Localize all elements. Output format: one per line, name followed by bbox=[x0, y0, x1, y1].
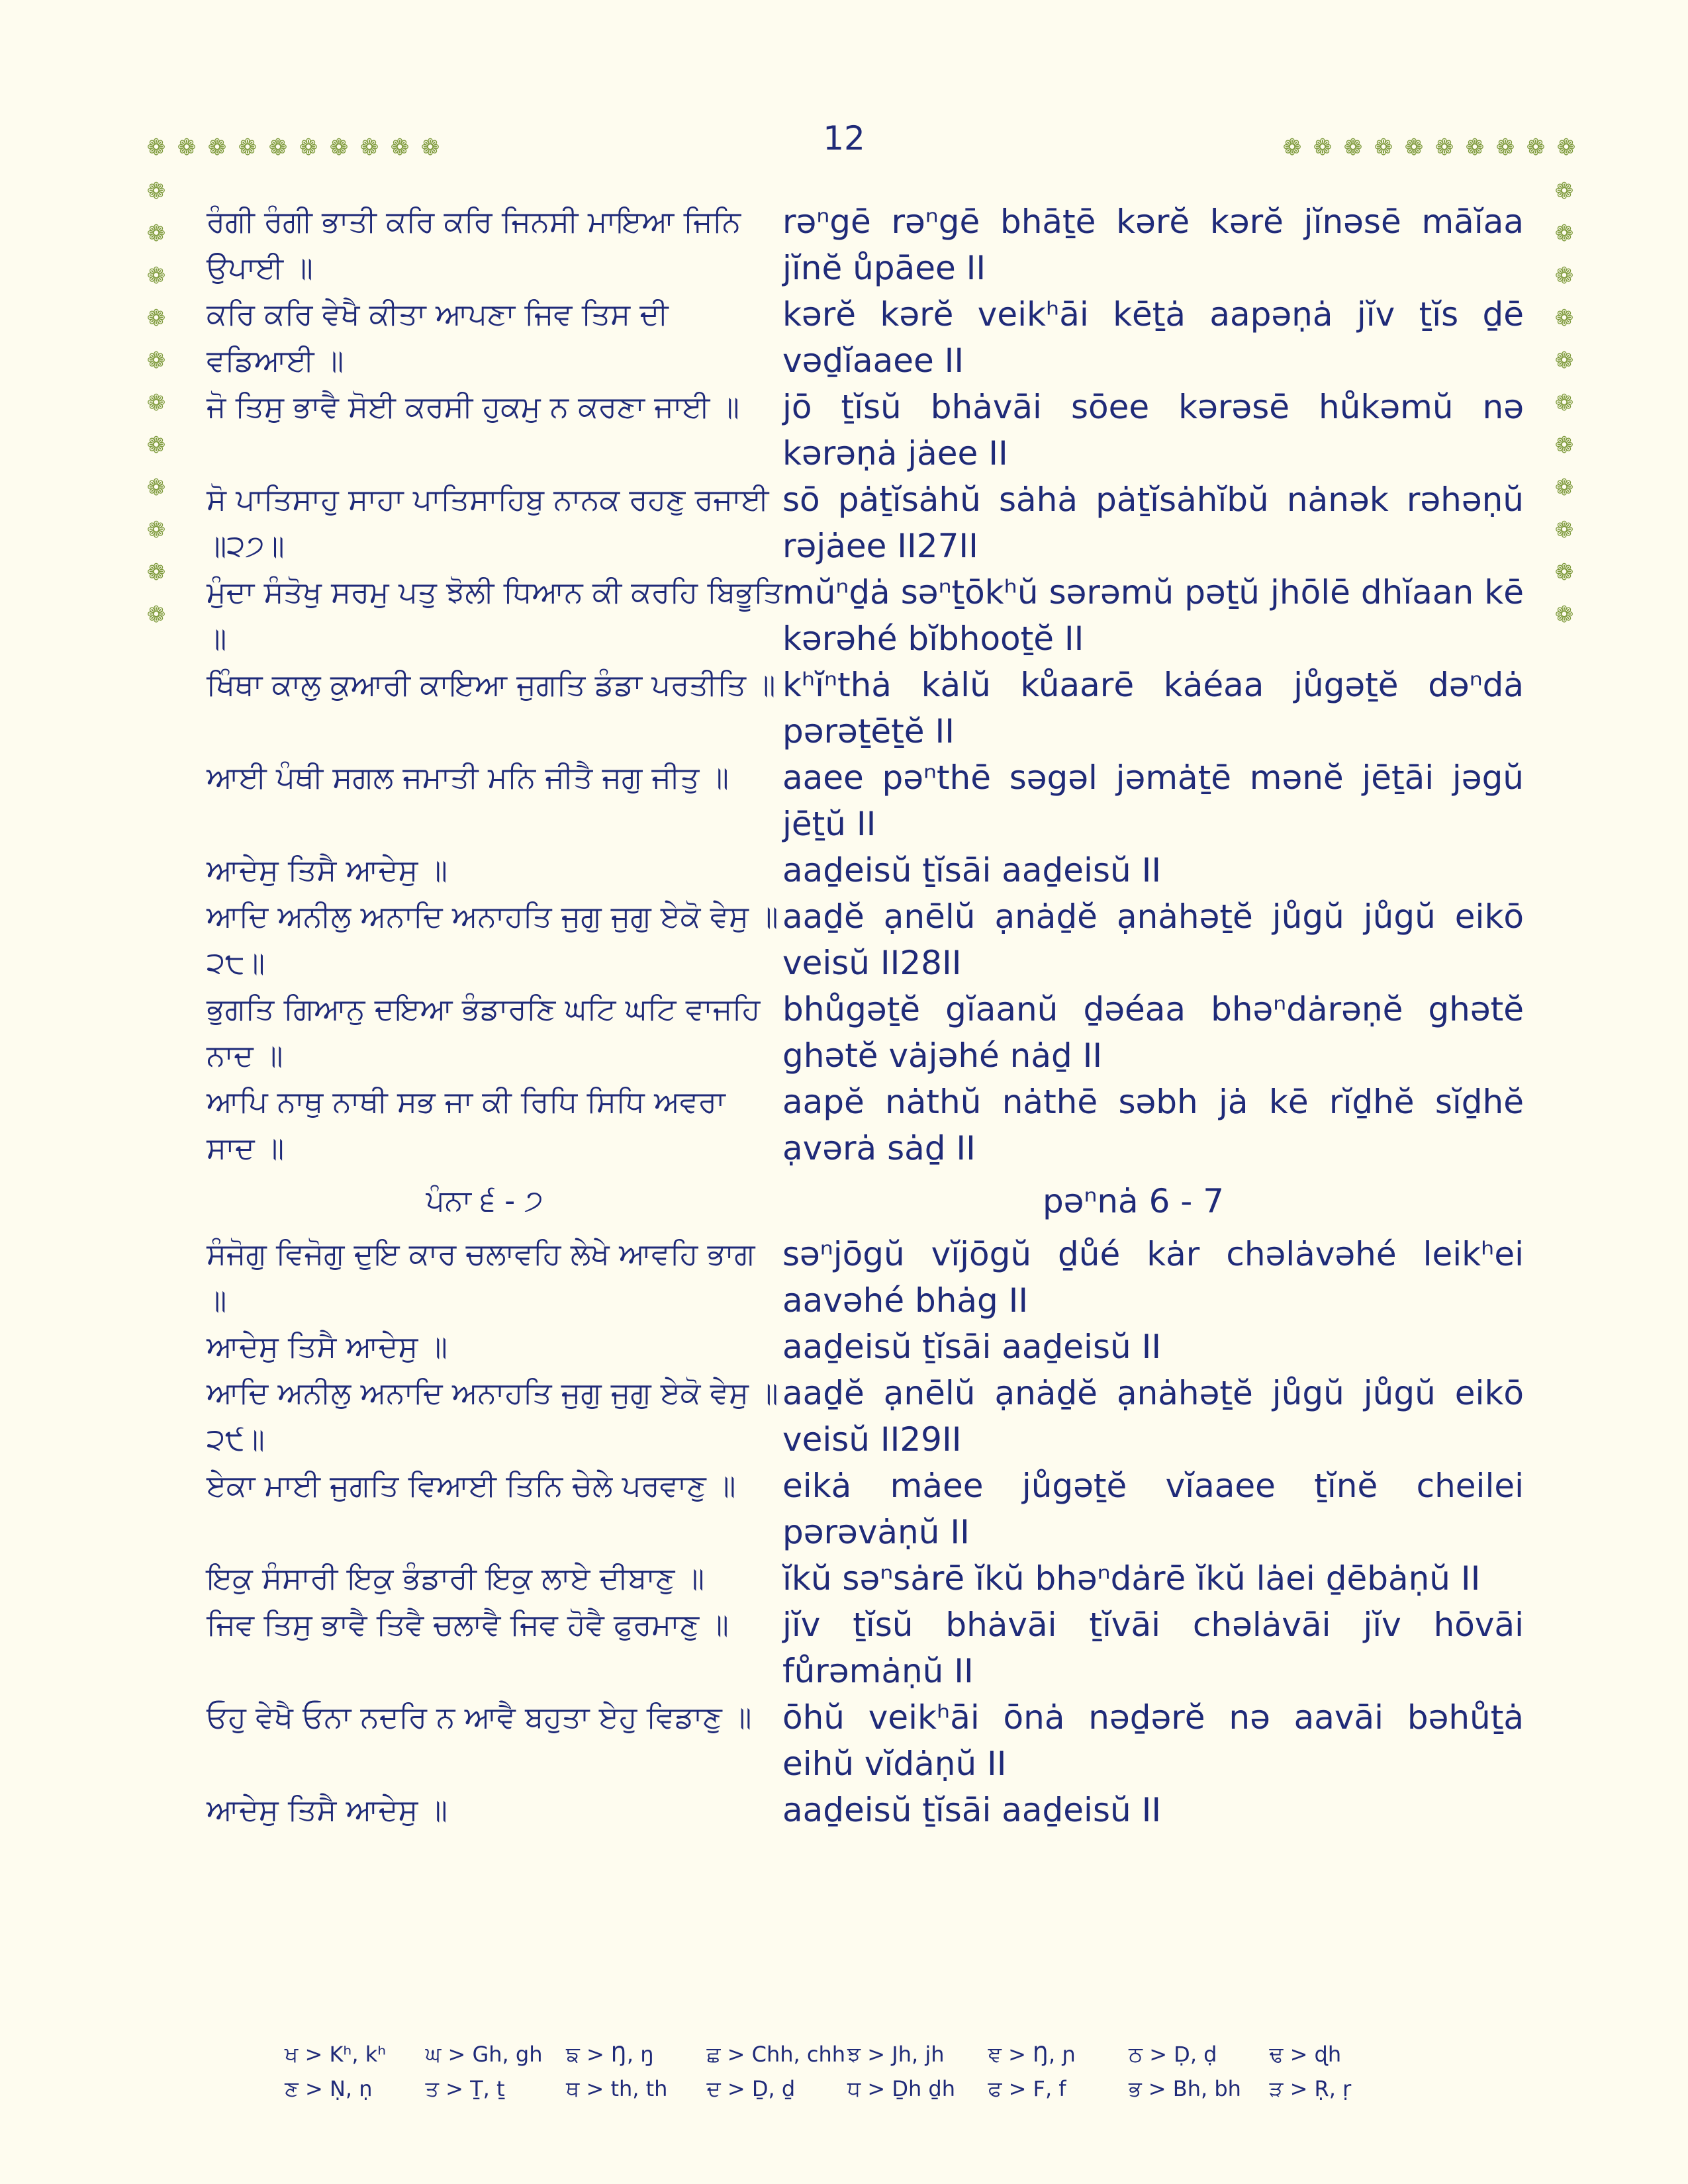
verse-row bbox=[207, 754, 1524, 847]
verse-row bbox=[207, 1079, 1524, 1171]
flower-icon: ❁ bbox=[1554, 220, 1574, 247]
key-item: ਛ > Chh, chh bbox=[706, 2041, 846, 2067]
key-item: ਣ > Ṇ, ṇ bbox=[285, 2075, 373, 2101]
flower-icon: ❁ bbox=[1556, 134, 1576, 161]
gurmukhi-text: ਮੁੰਦਾ ਸੰਤੋਖੁ ਸਰਮੁ ਪਤੁ ਝੋਲੀ ਧਿਆਨ ਕੀ ਕਰਹਿ ਬਿਭੂਤਿ ॥ bbox=[207, 574, 782, 656]
flower-border-top-left bbox=[146, 136, 441, 159]
transliteration-text: aaḏeisŭ ṯĭsāi aaḏeisŭ II bbox=[782, 1328, 1162, 1366]
key-item: ਘ > Gh, gh bbox=[425, 2041, 543, 2067]
transliteration-text: aaḏeisŭ ṯĭsāi aaḏeisŭ II bbox=[782, 1791, 1162, 1829]
verse-row bbox=[207, 1694, 1524, 1787]
verse-row bbox=[207, 662, 1524, 754]
flower-icon: ❁ bbox=[146, 134, 166, 161]
transliteration-text: rəⁿgē rəⁿgē bhāṯē kərĕ kərĕ jĭnəsē māĭaa jĭnĕ ůpāee II bbox=[782, 203, 1524, 287]
gurmukhi-text: ਆਦੇਸੁ ਤਿਸੈ ਆਦੇਸੁ ॥ bbox=[207, 852, 447, 887]
flower-border-top-right bbox=[1282, 136, 1577, 159]
flower-icon: ❁ bbox=[1554, 602, 1574, 628]
verse-row bbox=[207, 384, 1524, 477]
flower-icon: ❁ bbox=[1554, 517, 1574, 543]
flower-border-right bbox=[1554, 180, 1575, 626]
gurmukhi-text: ਇਕੁ ਸੰਸਾਰੀ ਇਕੁ ਭੰਡਾਰੀ ਇਕੁ ਲਾਏ ਦੀਬਾਣੁ ॥ bbox=[207, 1561, 705, 1596]
flower-icon: ❁ bbox=[1374, 134, 1393, 161]
flower-icon: ❁ bbox=[359, 134, 379, 161]
gurmukhi-text: ਕਰਿ ਕਰਿ ਵੇਖੈ ਕੀਤਾ ਆਪਣਾ ਜਿਵ ਤਿਸ ਦੀ ਵਡਿਆਈ ॥ bbox=[207, 296, 669, 378]
verse-row bbox=[207, 847, 1524, 893]
page-heading-translit: pəⁿnȧ 6 - 7 bbox=[1042, 1182, 1225, 1220]
transliteration-text: jō ṯĭsŭ bhȧvāi sōee kərəsē hůkəmŭ nə kərəṇȧ jȧee II bbox=[782, 388, 1524, 473]
verse-row bbox=[207, 199, 1524, 291]
flower-icon: ❁ bbox=[238, 134, 258, 161]
gurmukhi-text: ਆਪਿ ਨਾਥੁ ਨਾਥੀ ਸਭ ਜਾ ਕੀ ਰਿਧਿ ਸਿਧਿ ਅਵਰਾ ਸਾਦ ॥ bbox=[207, 1084, 726, 1165]
flower-icon: ❁ bbox=[146, 347, 166, 374]
gurmukhi-text: ਜੋ ਤਿਸੁ ਭਾਵੈ ਸੋਈ ਕਰਸੀ ਹੁਕਮੁ ਨ ਕਰਣਾ ਜਾਈ ॥ bbox=[207, 389, 739, 424]
flower-icon: ❁ bbox=[329, 134, 349, 161]
verse-row bbox=[207, 1602, 1524, 1694]
flower-icon: ❁ bbox=[146, 602, 166, 628]
transliteration-text: sō pȧṯĭsȧhŭ sȧhȧ pȧṯĭsȧhĭbŭ nȧnək rəhəṇŭ rəjȧee II27II bbox=[782, 480, 1524, 565]
flower-icon: ❁ bbox=[268, 134, 288, 161]
flower-icon: ❁ bbox=[1526, 134, 1546, 161]
verse-table bbox=[207, 199, 1524, 1833]
flower-icon: ❁ bbox=[1554, 305, 1574, 332]
gurmukhi-text: ਭੁਗਤਿ ਗਿਆਨੁ ਦਇਆ ਭੰਡਾਰਣਿ ਘਟਿ ਘਟਿ ਵਾਜਹਿ ਨਾਦ ॥ bbox=[207, 991, 761, 1073]
flower-icon: ❁ bbox=[146, 305, 166, 332]
gurmukhi-text: ਏਕਾ ਮਾਈ ਜੁਗਤਿ ਵਿਆਈ ਤਿਨਿ ਚੇਲੇ ਪਰਵਾਣੁ ॥ bbox=[207, 1468, 736, 1503]
key-item: ਧ > Ḏh ḏh bbox=[847, 2075, 956, 2101]
key-item: ਦ > Ḏ, ḏ bbox=[706, 2075, 796, 2101]
flower-icon: ❁ bbox=[1495, 134, 1515, 161]
key-item: ਭ > Bh, bh bbox=[1129, 2075, 1241, 2101]
flower-icon: ❁ bbox=[1554, 263, 1574, 289]
flower-icon: ❁ bbox=[299, 134, 318, 161]
transliteration-text: bhůgəṯĕ gĭaanŭ ḏəéaa bhəⁿdȧrəṇĕ ghətĕ ghətĕ vȧjəhé nȧḏ II bbox=[782, 990, 1524, 1075]
verse-row bbox=[207, 291, 1524, 384]
flower-icon: ❁ bbox=[1554, 178, 1574, 205]
gurmukhi-text: ਸੋ ਪਾਤਿਸਾਹੁ ਸਾਹਾ ਪਾਤਿਸਾਹਿਬੁ ਨਾਨਕ ਰਹਣੁ ਰਜਾਈ ॥੨੭॥ bbox=[207, 482, 769, 563]
flower-icon: ❁ bbox=[207, 134, 227, 161]
transliteration-text: ōhŭ veikʰāi ōnȧ nəḏərĕ nə aavāi bəhůṯȧ eihŭ vĭdȧṇŭ II bbox=[782, 1698, 1524, 1783]
gurmukhi-text: ਜਿਵ ਤਿਸੁ ਭਾਵੈ ਤਿਵੈ ਚਲਾਵੈ ਜਿਵ ਹੋਵੈ ਫੁਰਮਾਣੁ ॥ bbox=[207, 1607, 729, 1642]
gurmukhi-text: ਖਿੰਥਾ ਕਾਲੁ ਕੁਆਰੀ ਕਾਇਆ ਜੁਗਤਿ ਡੰਡਾ ਪਰਤੀਤਿ ॥ bbox=[207, 667, 776, 702]
key-item: ਠ > Ḍ, ḍ bbox=[1129, 2041, 1217, 2067]
gurmukhi-text: ਸੰਜੋਗੁ ਵਿਜੋਗੁ ਦੁਇ ਕਾਰ ਚਲਾਵਹਿ ਲੇਖੇ ਆਵਹਿ ਭਾਗ ॥ bbox=[207, 1236, 755, 1318]
verse-row bbox=[207, 1370, 1524, 1463]
key-item: ੜ > Ṛ, ṛ bbox=[1269, 2075, 1352, 2101]
flower-icon: ❁ bbox=[1434, 134, 1454, 161]
gurmukhi-text: ਓਹੁ ਵੇਖੈ ਓਨਾ ਨਦਰਿ ਨ ਆਵੈ ਬਹੁਤਾ ਏਹੁ ਵਿਡਾਣੁ ॥ bbox=[207, 1700, 752, 1735]
flower-icon: ❁ bbox=[1554, 475, 1574, 501]
transliteration-text: kərĕ kərĕ veikʰāi kēṯȧ aapəṇȧ jĭv ṯĭs ḏē vəḏĭaaee II bbox=[782, 295, 1524, 380]
transliteration-key bbox=[285, 2037, 1410, 2106]
flower-icon: ❁ bbox=[1282, 134, 1302, 161]
transliteration-text: jĭv ṯĭsŭ bhȧvāi ṯĭvāi chəlȧvāi jĭv hōvāi fůrəmȧṇŭ II bbox=[782, 1606, 1524, 1690]
key-row bbox=[285, 2071, 1410, 2106]
flower-icon: ❁ bbox=[146, 220, 166, 247]
gurmukhi-text: ਆਦੇਸੁ ਤਿਸੈ ਆਦੇਸੁ ॥ bbox=[207, 1792, 447, 1827]
gurmukhi-text: ਰੰਗੀ ਰੰਗੀ ਭਾਤੀ ਕਰਿ ਕਰਿ ਜਿਨਸੀ ਮਾਇਆ ਜਿਨਿ ਉਪਾਈ ॥ bbox=[207, 204, 741, 285]
flower-icon: ❁ bbox=[146, 475, 166, 501]
flower-icon: ❁ bbox=[146, 390, 166, 416]
flower-icon: ❁ bbox=[1554, 559, 1574, 586]
gurmukhi-text: ਆਦਿ ਅਨੀਲੁ ਅਨਾਦਿ ਅਨਾਹਤਿ ਜੁਗੁ ਜੁਗੁ ਏਕੋ ਵੇਸੁ ॥੨੯॥ bbox=[207, 1375, 778, 1457]
verse-row bbox=[207, 1324, 1524, 1370]
transliteration-text: aapĕ nȧthŭ nȧthē səbh jȧ kē rĭḏhĕ sĭḏhĕ ạvərȧ sȧḏ II bbox=[782, 1083, 1524, 1167]
flower-icon: ❁ bbox=[146, 178, 166, 205]
flower-icon: ❁ bbox=[1404, 134, 1424, 161]
flower-icon: ❁ bbox=[146, 517, 166, 543]
gurmukhi-text: ਆਦਿ ਅਨੀਲੁ ਅਨਾਦਿ ਅਨਾਹਤਿ ਜੁਗੁ ਜੁਗੁ ਏਕੋ ਵੇਸੁ ॥੨੮॥ bbox=[207, 899, 778, 980]
flower-icon: ❁ bbox=[146, 263, 166, 289]
transliteration-text: aaḏĕ ạnēlŭ ạnȧḏĕ ạnȧhəṯĕ jůgŭ jůgŭ eikō veisŭ II29II bbox=[782, 1374, 1524, 1459]
key-item: ਤ > Ṯ, ṯ bbox=[425, 2075, 505, 2101]
transliteration-text: mŭⁿḏȧ səⁿṯōkʰŭ sərəmŭ pəṯŭ jhōlē dhĭaan kē kərəhé bĭbhooṯĕ II bbox=[782, 573, 1524, 658]
transliteration-text: səⁿjōgŭ vĭjōgŭ ḏůé kȧr chəlȧvəhé leikʰei aavəhé bhȧg II bbox=[782, 1235, 1524, 1320]
page-heading bbox=[207, 1171, 1524, 1231]
flower-icon: ❁ bbox=[1313, 134, 1333, 161]
key-row bbox=[285, 2037, 1410, 2071]
flower-icon: ❁ bbox=[177, 134, 197, 161]
verse-row bbox=[207, 1787, 1524, 1833]
flower-icon: ❁ bbox=[1465, 134, 1485, 161]
flower-icon: ❁ bbox=[1554, 390, 1574, 416]
key-item: ਞ > Ŋ, ɲ bbox=[988, 2041, 1076, 2067]
verse-row bbox=[207, 477, 1524, 569]
key-item: ਝ > Jh, jh bbox=[847, 2041, 945, 2067]
key-item: ਙ > Ŋ, ŋ bbox=[566, 2041, 654, 2067]
transliteration-text: eikȧ mȧee jůgəṯĕ vĭaaee ṯĭnĕ cheilei pərəvȧṇŭ II bbox=[782, 1467, 1524, 1551]
page-heading-gurmukhi: ਪੰਨਾ ੬ - ੭ bbox=[426, 1184, 543, 1218]
verse-row bbox=[207, 986, 1524, 1079]
key-item: ਖ > Kʰ, kʰ bbox=[285, 2041, 387, 2067]
key-item: ਢ > ɖh bbox=[1269, 2041, 1342, 2067]
flower-icon: ❁ bbox=[390, 134, 410, 161]
flower-icon: ❁ bbox=[146, 432, 166, 459]
verse-row bbox=[207, 1463, 1524, 1555]
transliteration-text: aaḏĕ ạnēlŭ ạnȧḏĕ ạnȧhəṯĕ jůgŭ jůgŭ eikō veisŭ II28II bbox=[782, 897, 1524, 982]
gurmukhi-text: ਆਦੇਸੁ ਤਿਸੈ ਆਦੇਸੁ ॥ bbox=[207, 1329, 447, 1364]
flower-icon: ❁ bbox=[420, 134, 440, 161]
verse-row bbox=[207, 893, 1524, 986]
verse-row bbox=[207, 1555, 1524, 1602]
flower-icon: ❁ bbox=[1343, 134, 1363, 161]
key-item: ਫ > F, f bbox=[988, 2075, 1066, 2101]
verse-row bbox=[207, 1231, 1524, 1324]
verse-row bbox=[207, 569, 1524, 662]
transliteration-text: aaḏeisŭ ṯĭsāi aaḏeisŭ II bbox=[782, 851, 1162, 889]
page-number: 12 bbox=[823, 119, 865, 158]
flower-icon: ❁ bbox=[1554, 347, 1574, 374]
gurmukhi-text: ਆਈ ਪੰਥੀ ਸਗਲ ਜਮਾਤੀ ਮਨਿ ਜੀਤੈ ਜਗੁ ਜੀਤੁ ॥ bbox=[207, 760, 729, 795]
key-item: ਥ > th, th bbox=[566, 2075, 668, 2101]
transliteration-text: ĭkŭ səⁿsȧrē ĭkŭ bhəⁿdȧrē ĭkŭ lȧei ḏēbȧṇŭ II bbox=[782, 1559, 1481, 1598]
flower-icon: ❁ bbox=[146, 559, 166, 586]
transliteration-text: aaee pəⁿthē səgəl jəmȧṯē mənĕ jēṯāi jəgŭ jēṯŭ II bbox=[782, 758, 1524, 843]
flower-icon: ❁ bbox=[1554, 432, 1574, 459]
flower-border-left bbox=[146, 180, 167, 626]
transliteration-text: kʰĭⁿthȧ kȧlŭ kůaarē kȧéaa jůgəṯĕ dəⁿdȧ pərəṯēṯĕ II bbox=[782, 666, 1524, 751]
